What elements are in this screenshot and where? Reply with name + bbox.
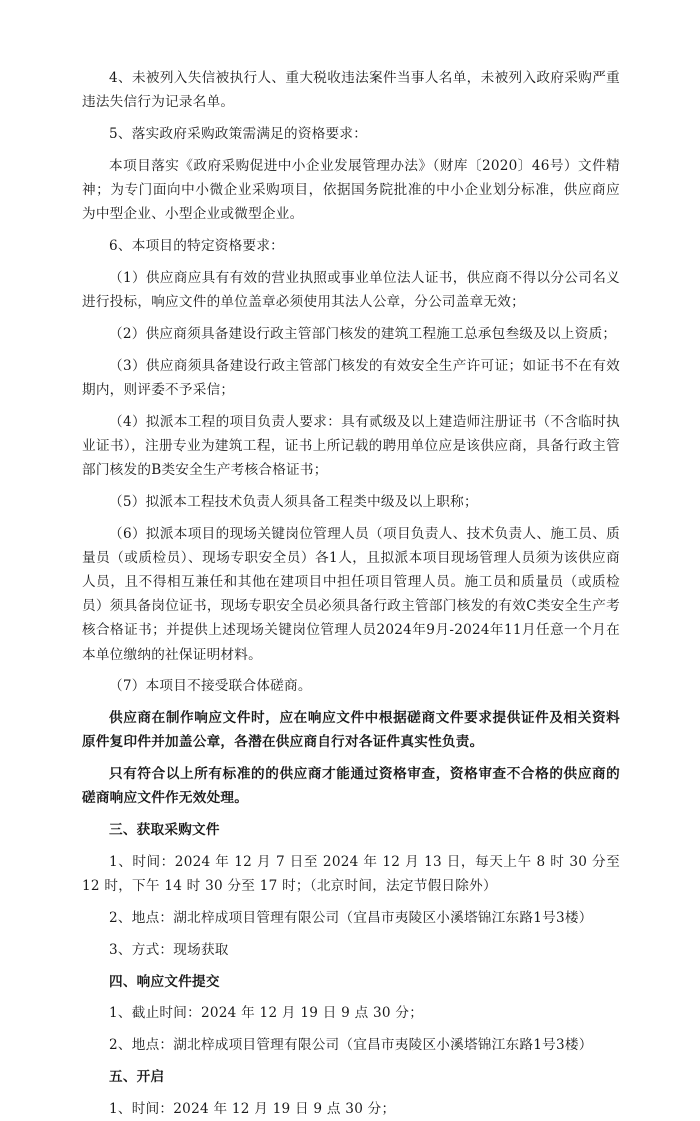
specific-requirement-1: （1）供应商应具有有效的营业执照或事业单位法人证书，供应商不得以分公司名义进行投标，响应文件的单位盖章必须使用其法人公章，分公司盖章无效； bbox=[82, 269, 620, 310]
requirement-4: 4、未被列入失信被执行人、重大税收违法案件当事人名单，未被列入政府采购严重违法失信行为记录名单。 bbox=[82, 70, 620, 111]
qualification-review-note: 只有符合以上所有标准的的供应商才能通过资格审查，资格审查不合格的供应商的磋商响应文件作无效处理。 bbox=[82, 766, 620, 807]
sme-policy-paragraph: 本项目落实《政府采购促进中小企业发展管理办法》（财库〔2020〕46号）文件精神；为专门面向中小微企业采购项目，依据国务院批准的中小企业划分标准，供应商应为中型企业、小型企业或微型企业。 bbox=[82, 157, 620, 223]
obtain-method: 3、方式：现场获取 bbox=[109, 941, 229, 958]
specific-requirement-7: （7）本项目不接受联合体磋商。 bbox=[109, 678, 312, 695]
specific-requirement-5: （5）拟派本工程技术负责人须具备工程类中级及以上职称； bbox=[109, 493, 478, 510]
section-heading-submission: 四、响应文件提交 bbox=[109, 973, 220, 990]
submission-deadline: 1、截止时间：2024 年 12 月 19 日 9 点 30 分； bbox=[109, 1005, 424, 1022]
section-heading-obtain-documents: 三、获取采购文件 bbox=[109, 822, 220, 839]
section-heading-opening: 五、开启 bbox=[109, 1068, 165, 1085]
requirement-6-heading: 6、本项目的特定资格要求： bbox=[109, 238, 285, 254]
obtain-location: 2、地点：湖北梓成项目管理有限公司（宜昌市夷陵区小溪塔锦江东路1号3楼） bbox=[109, 910, 593, 926]
submission-location: 2、地点：湖北梓成项目管理有限公司（宜昌市夷陵区小溪塔锦江东路1号3楼） bbox=[109, 1037, 593, 1054]
specific-requirement-3: （3）供应商须具备建设行政主管部门核发的有效安全生产许可证；如证书不在有效期内，则评委不予采信； bbox=[82, 357, 620, 398]
specific-requirement-6: （6）拟派本项目的现场关键岗位管理人员（项目负责人、技术负责人、施工员、质量员（或质检员）、现场专职安全员）各1人，且拟派本项目现场管理人员须为该供应商人员，且不得相互兼任和其他在建项目中担任项目管理人员。施工员和质量员（或质检员）须具备岗位证书，现场专职安全员必须具备行政主管部门核发的有效C类安全生产考核合格证书；并提供上述现场关键岗位管理人员2024年9月-2024年11月任意一个月在本单位缴纳的社保证明材料。 bbox=[82, 525, 620, 663]
specific-requirement-2: （2）供应商须具备建设行政主管部门核发的建筑工程施工总承包叁级及以上资质； bbox=[109, 325, 617, 342]
obtain-time: 1、时间：2024 年 12 月 7 日至 2024 年 12 月 13 日，每天上午 8 时 30 分至 12 时，下午 14 时 30 分至 17 时；（北京时间，法定节假日除外） bbox=[82, 854, 620, 895]
specific-requirement-4: （4）拟派本工程的项目负责人要求：具有贰级及以上建造师注册证书（不含临时执业证书），注册专业为建筑工程，证书上所记载的聘用单位应是该供应商，具备行政主管部门核发的B类安全生产考核合格证书； bbox=[82, 413, 620, 478]
opening-time: 1、时间：2024 年 12 月 19 日 9 点 30 分； bbox=[109, 1100, 396, 1117]
document-preparation-note: 供应商在制作响应文件时，应在响应文件中根据磋商文件要求提供证件及相关资料原件复印件并加盖公章，各潜在供应商自行对各证件真实性负责。 bbox=[82, 710, 620, 751]
requirement-5-heading: 5、落实政府采购政策需满足的资格要求： bbox=[109, 126, 368, 142]
